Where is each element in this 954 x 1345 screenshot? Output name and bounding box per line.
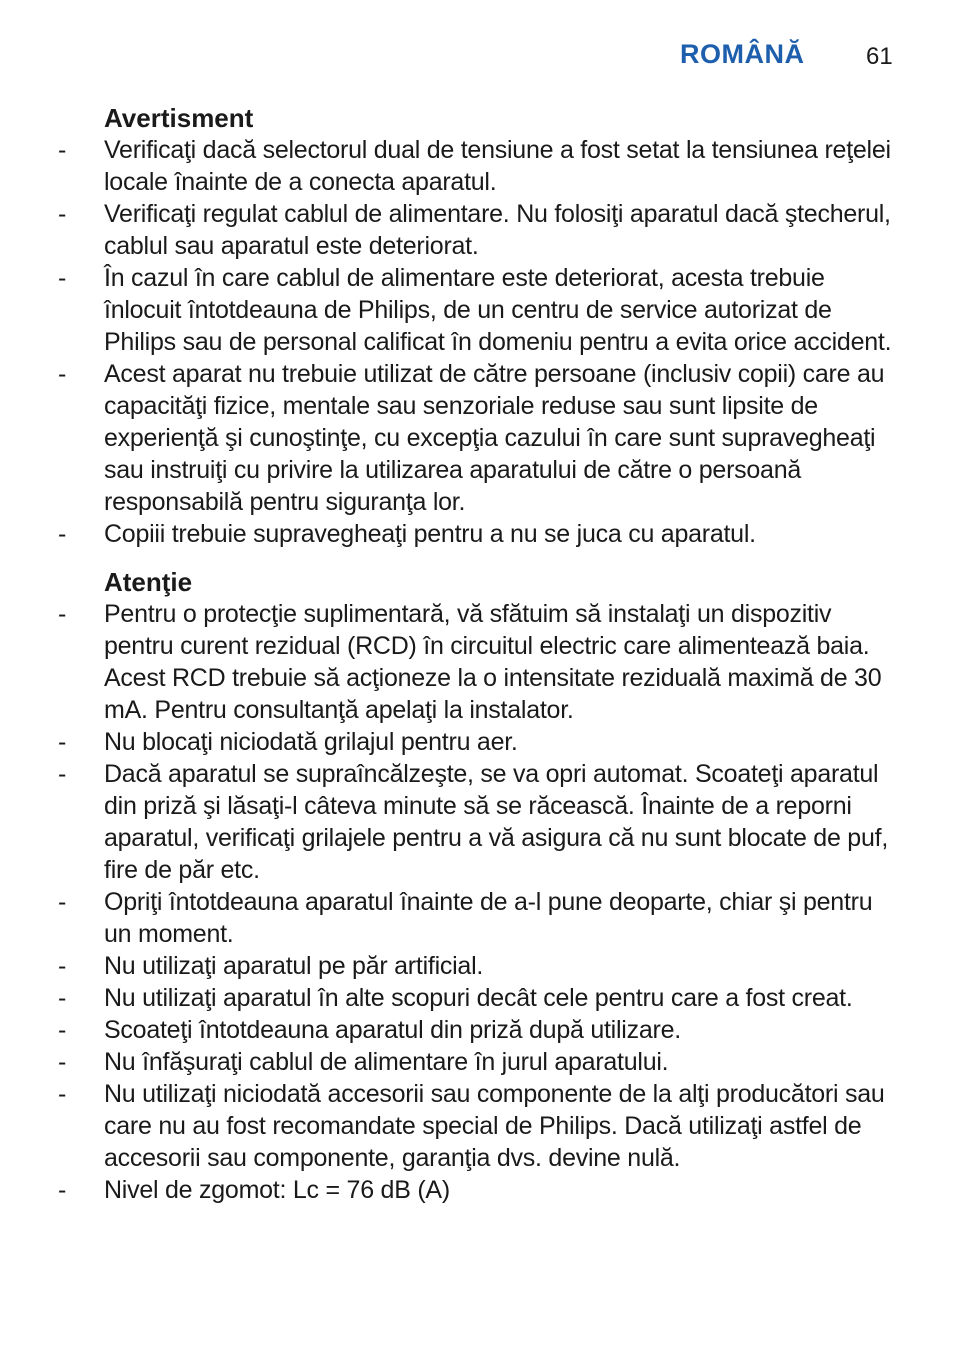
list-item	[0, 886, 954, 950]
list-item	[0, 1078, 954, 1174]
list-item	[0, 950, 954, 982]
list-item-text: Acest aparat nu trebuie utilizat de către persoane (inclusiv copii) care au capacităţi fizice, mentale sau senzoriale reduse sau sunt lipsite de experienţă şi cunoştinţe, cu excepţia cazului în care sunt supravegheaţi sau instruiţi cu privire la utilizarea aparatului de către o persoană responsabilă pentru siguranţa lor.	[104, 360, 885, 516]
list-item	[0, 758, 954, 886]
list-item-text: Pentru o protecţie suplimentară, vă sfătuim să instalaţi un dispozitiv pentru curent rezidual (RCD) în circuitul electric care alimentează baia. Acest RCD trebuie să acţioneze la o intensitate reziduală maximă de 30 mA. Pentru consultanţă apelaţi la instalator.	[104, 600, 882, 724]
bullet-dash: -	[58, 952, 67, 980]
bullet-dash: -	[58, 520, 67, 548]
page-number: 61	[866, 43, 893, 70]
list-item-text: Verificaţi regulat cablul de alimentare. Nu folosiţi aparatul dacă ştecherul, cablul sau aparatul este deteriorat.	[104, 200, 891, 260]
list-item-text: Verificaţi dacă selectorul dual de tensiune a fost setat la tensiunea reţelei locale înainte de a conecta aparatul.	[104, 136, 891, 196]
list-item	[0, 518, 954, 550]
list-item	[0, 134, 954, 198]
bullet-dash: -	[58, 136, 67, 164]
warning-heading: Avertisment	[104, 103, 254, 133]
list-item-text: Nu înfăşuraţi cablul de alimentare în jurul aparatului.	[104, 1048, 669, 1076]
bullet-dash: -	[58, 1176, 67, 1204]
list-item-text: Nu utilizaţi aparatul în alte scopuri decât cele pentru care a fost creat.	[104, 984, 853, 1012]
bullet-dash: -	[58, 360, 67, 388]
bullet-dash: -	[58, 600, 67, 628]
list-item-text: Nu utilizaţi aparatul pe păr artificial.	[104, 952, 484, 980]
bullet-dash: -	[58, 1048, 67, 1076]
bullet-dash: -	[58, 760, 67, 788]
bullet-dash: -	[58, 728, 67, 756]
list-item-text: În cazul în care cablul de alimentare este deteriorat, acesta trebuie înlocuit întotdeauna de Philips, de un centru de service autorizat de Philips sau de personal calificat în domeniu pentru a evita orice accident.	[104, 264, 892, 356]
list-item	[0, 726, 954, 758]
list-item	[0, 1174, 954, 1206]
list-item	[0, 1046, 954, 1078]
bullet-dash: -	[58, 264, 67, 292]
bullet-dash: -	[58, 1016, 67, 1044]
list-item	[0, 358, 954, 518]
list-item	[0, 198, 954, 262]
list-item-text: Nu blocaţi niciodată grilajul pentru aer.	[104, 728, 518, 756]
list-item-text: Scoateţi întotdeauna aparatul din priză după utilizare.	[104, 1016, 681, 1044]
list-item-text: Copiii trebuie supravegheaţi pentru a nu se juca cu aparatul.	[104, 520, 756, 548]
list-item	[0, 262, 954, 358]
list-item-text: Dacă aparatul se supraîncălzeşte, se va opri automat. Scoateţi aparatul din priză şi lăsaţi-l câteva minute să se răcească. Înainte de a reporni aparatul, verificaţi grilajele pentru a vă asigura că nu sunt blocate de puf, fire de păr etc.	[104, 760, 889, 884]
page-content	[0, 102, 954, 1206]
bullet-dash: -	[58, 888, 67, 916]
bullet-dash: -	[58, 200, 67, 228]
list-item	[0, 598, 954, 726]
list-item-text: Nu utilizaţi niciodată accesorii sau componente de la alţi producători sau care nu au fost recomandate special de Philips. Dacă utilizaţi astfel de accesorii sau componente, garanţia dvs. devine nulă.	[104, 1080, 885, 1172]
list-item-text: Opriţi întotdeauna aparatul înainte de a-l pune deoparte, chiar şi pentru un moment.	[104, 888, 873, 948]
bullet-dash: -	[58, 1080, 67, 1108]
list-item-text: Nivel de zgomot: Lc = 76 dB (A)	[104, 1176, 450, 1204]
section-spacer	[0, 550, 954, 566]
list-item	[0, 982, 954, 1014]
warning-list	[0, 134, 954, 550]
language-label: ROMÂNĂ	[680, 39, 805, 69]
caution-heading: Atenţie	[104, 567, 193, 597]
list-item	[0, 1014, 954, 1046]
caution-list	[0, 598, 954, 1206]
page-header	[0, 34, 954, 74]
bullet-dash: -	[58, 984, 67, 1012]
